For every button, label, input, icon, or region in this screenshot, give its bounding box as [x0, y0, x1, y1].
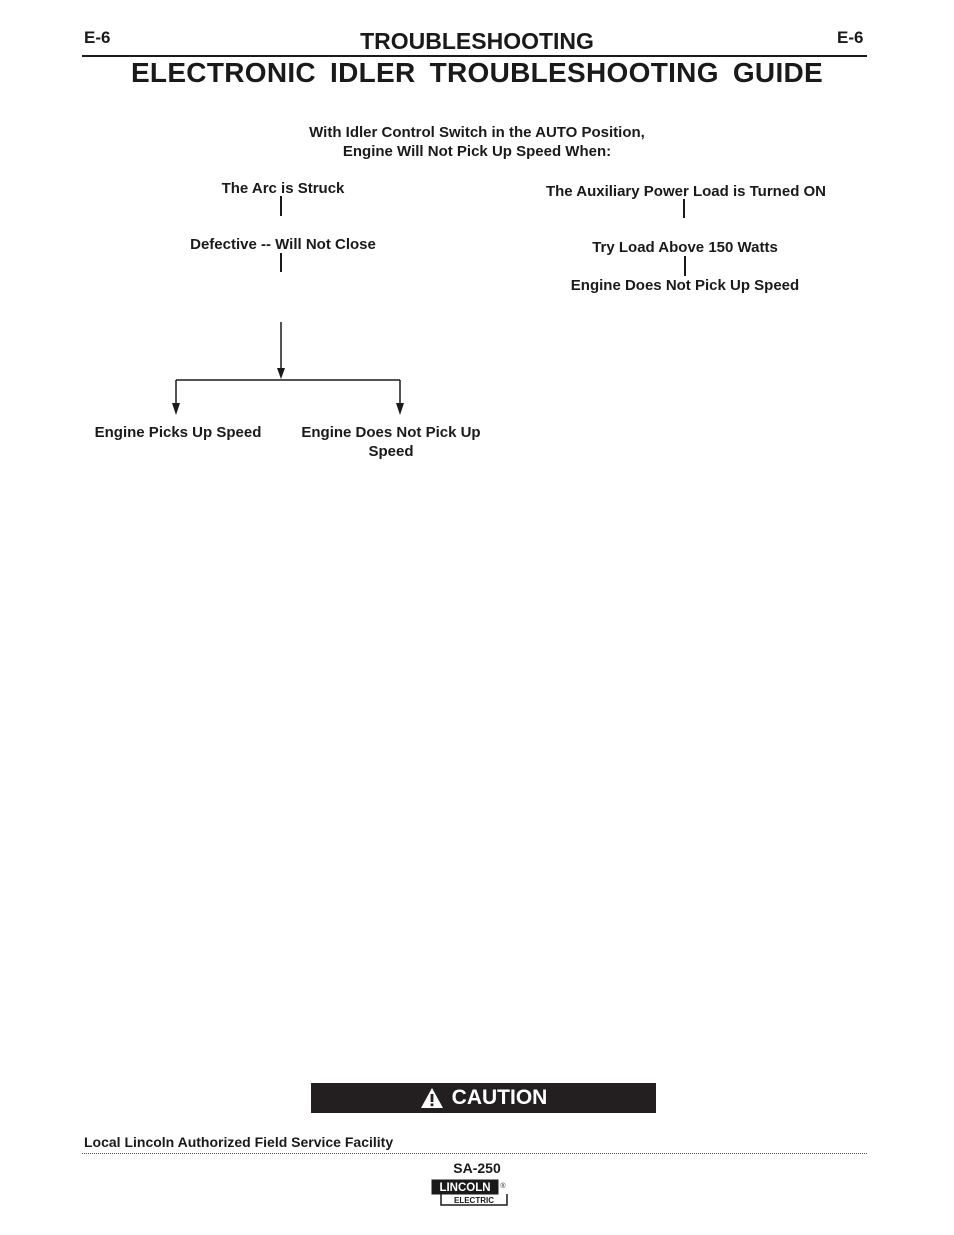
- section-title: TROUBLESHOOTING: [360, 28, 594, 54]
- page-title: ELECTRONIC IDLER TROUBLESHOOTING GUIDE: [130, 57, 824, 88]
- node-aux-power-on: The Auxiliary Power Load is Turned ON: [545, 183, 827, 200]
- footer-note: Local Lincoln Authorized Field Service Facility: [84, 1134, 394, 1150]
- node-engine-not-pick-up-right: Engine Does Not Pick Up Speed: [570, 277, 800, 294]
- model-code: SA-250: [453, 1160, 501, 1176]
- node-arc-struck: The Arc is Struck: [221, 180, 345, 197]
- node-engine-not-pick-up-left: Engine Does Not Pick Up Speed: [301, 424, 481, 460]
- warning-triangle-icon: [420, 1087, 444, 1109]
- footer-rule: [82, 1153, 867, 1154]
- arrow-outcome-b: [396, 403, 404, 415]
- intro-line-2: Engine Will Not Pick Up Speed When:: [342, 143, 612, 160]
- logo-registered-mark: ®: [500, 1183, 506, 1190]
- logo-text-bottom: ELECTRIC: [454, 1196, 494, 1205]
- node-engine-picks-up: Engine Picks Up Speed: [94, 424, 262, 441]
- logo-text-top: LINCOLN: [439, 1182, 491, 1194]
- page-code-right: E-6: [837, 28, 864, 47]
- arrow-outcome-a: [172, 403, 180, 415]
- lincoln-electric-logo: [431, 1179, 511, 1207]
- caution-label: CAUTION: [451, 1086, 548, 1109]
- node-try-load: Try Load Above 150 Watts: [592, 239, 778, 256]
- caution-banner: [311, 1083, 656, 1113]
- page-code-left: E-6: [84, 28, 111, 47]
- intro-line-1: With Idler Control Switch in the AUTO Position,: [309, 124, 645, 141]
- arrow-to-split: [277, 368, 285, 379]
- node-defective: Defective -- Will Not Close: [190, 236, 376, 253]
